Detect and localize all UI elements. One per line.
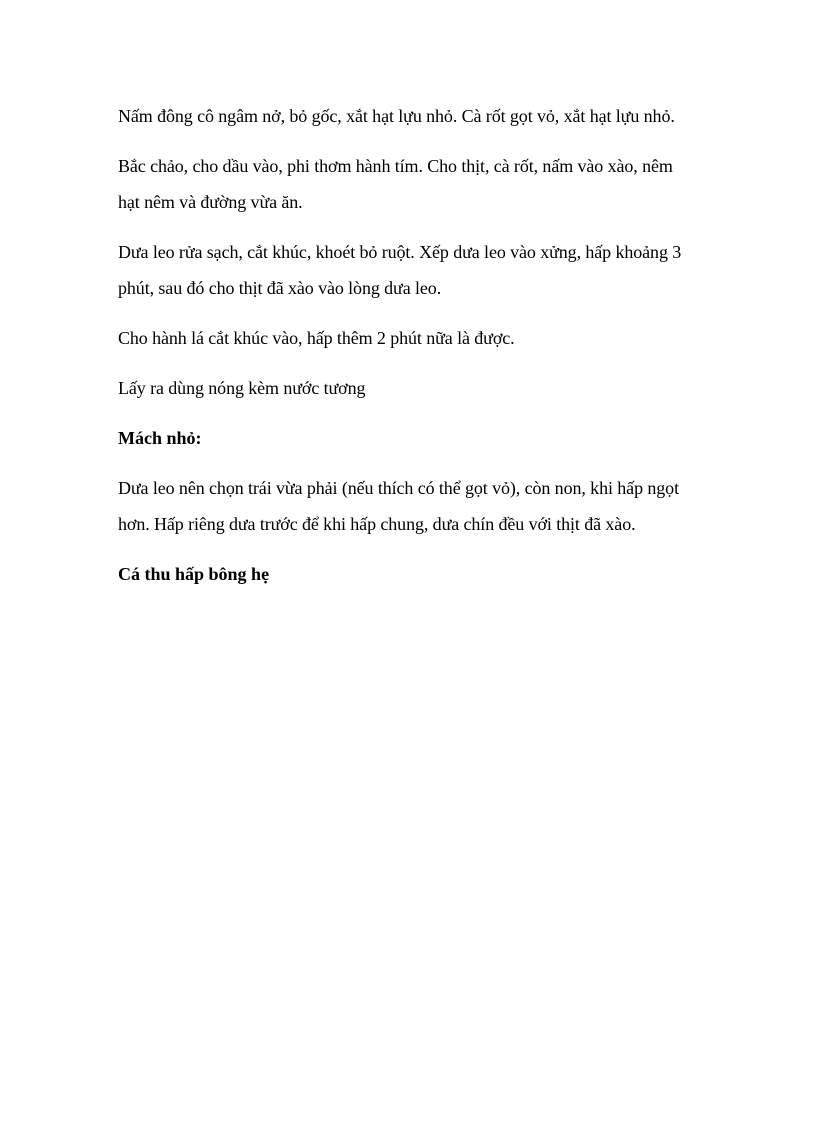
tip-text: Dưa leo nên chọn trái vừa phải (nếu thích có thể gọt vỏ), còn non, khi hấp ngọt hơn. Hấp riêng dưa trước để khi hấp chung, dưa chín đều với thịt đã xào. (118, 478, 679, 534)
paragraph-cucumber-steam: Dưa leo rửa sạch, cắt khúc, khoét bỏ ruột. Xếp dưa leo vào xửng, hấp khoảng 3 phút, sau đó cho thịt đã xào vào lòng dưa leo. (118, 242, 682, 298)
paragraph-stir-fry: Bắc chảo, cho dầu vào, phi thơm hành tím. Cho thịt, cà rốt, nấm vào xào, nêm hạt nêm và đường vừa ăn. (118, 156, 673, 212)
paragraph-mushroom-carrot-prep: Nấm đông cô ngâm nở, bỏ gốc, xắt hạt lựu nhỏ. Cà rốt gọt vỏ, xắt hạt lựu nhỏ. (118, 106, 675, 126)
paragraph-serve: Lấy ra dùng nóng kèm nước tương (118, 378, 366, 398)
next-recipe-heading: Cá thu hấp bông hẹ (118, 564, 270, 584)
document-page (118, 98, 698, 606)
paragraph-scallion: Cho hành lá cắt khúc vào, hấp thêm 2 phút nữa là được. (118, 328, 515, 348)
tip-heading: Mách nhỏ: (118, 428, 202, 448)
